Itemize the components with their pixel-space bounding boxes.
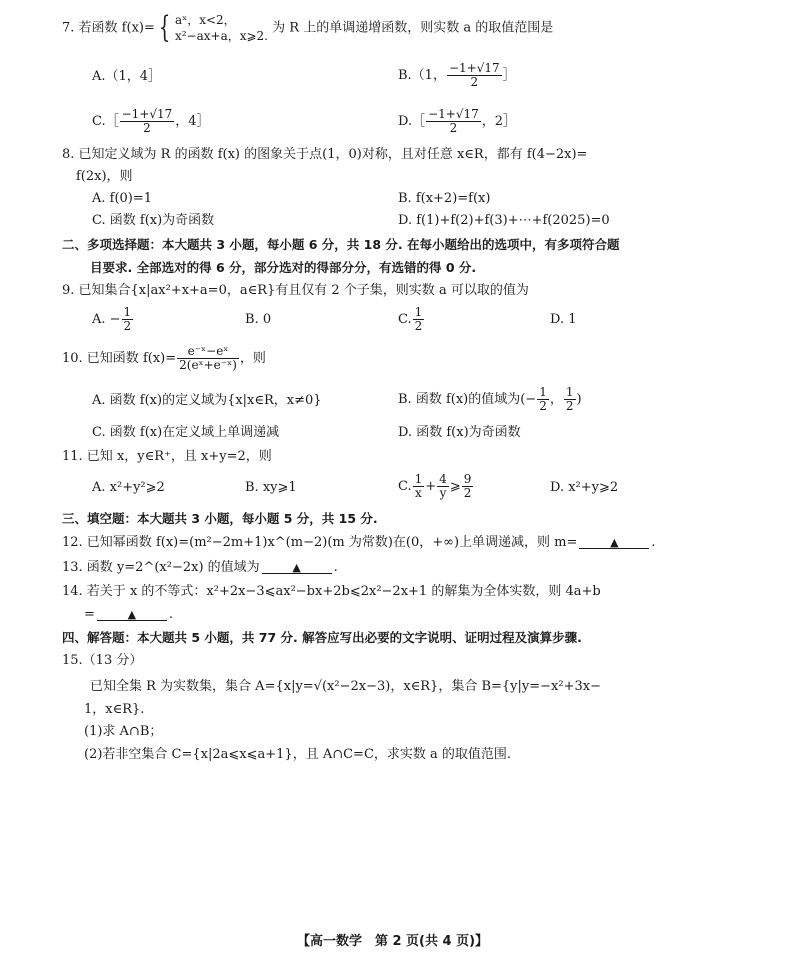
- q10-option-b: B. 函数 f(x)的值域为(− $\frac{1}{2}$ ， $\frac{1}{2}$ ): [398, 385, 582, 414]
- section3-heading: 三、填空题：本大题共 3 小题，每小题 5 分，共 15 分.: [62, 511, 378, 526]
- q7-option-c: C.［ $\frac{-1+√17}{2}$ ，4］: [92, 107, 210, 136]
- q8-stem-line1: 8. 已知定义域为 R 的函数 f(x) 的图象关于点(1，0)对称，且对任意 x∈R，都有 f(4−2x)=: [62, 147, 588, 162]
- q7-option-b: B.（1， $\frac{-1+√17}{2}$ ］: [398, 61, 516, 90]
- q11-option-a: A. x²+y²⩾2: [92, 480, 165, 495]
- q13-answer-blank[interactable]: ▲: [262, 562, 332, 574]
- q15-stem-line1: 已知全集 R 为实数集，集合 A={x|y=√(x²−2x−3)，x∈R}，集合 B={y|y=−x²+3x−: [90, 679, 601, 694]
- q7-option-a: A.（1，4］: [92, 69, 162, 84]
- q12-answer-blank[interactable]: ▲: [579, 537, 649, 549]
- q9-stem: 9. 已知集合{x|ax²+x+a=0，a∈R}有且仅有 2 个子集，则实数 a 可以取的值为: [62, 283, 529, 298]
- q11-option-d: D. x²+y⩾2: [550, 480, 619, 495]
- q8-option-d: D. f(1)+f(2)+f(3)+⋯+f(2025)=0: [398, 213, 610, 228]
- q14-answer-blank[interactable]: ▲: [97, 609, 167, 621]
- q15-part1: (1)求 A∩B；: [84, 724, 163, 739]
- q9-option-a: A. − $\frac{1}{2}$: [92, 305, 132, 334]
- piecewise-brace: {: [158, 10, 171, 46]
- section4-heading: 四、解答题：本大题共 5 小题，共 77 分. 解答应写出必要的文字说明、证明过程及演算步骤.: [62, 630, 582, 645]
- q8-option-c: C. 函数 f(x)为奇函数: [92, 213, 215, 228]
- q7-stem: 7. 若函数 f(x)= { aˣ，x<2， x²−ax+a，x⩾2. 为 R 上的单调递增函数，则实数 a 的取值范围是: [62, 10, 554, 46]
- q8-option-b: B. f(x+2)=f(x): [398, 191, 491, 206]
- q15-heading: 15.（13 分）: [62, 653, 143, 668]
- q10-option-d: D. 函数 f(x)为奇函数: [398, 425, 521, 440]
- q8-option-a: A. f(0)=1: [92, 191, 153, 206]
- q9-option-b: B. 0: [245, 312, 272, 327]
- q12-stem: 12. 已知幂函数 f(x)=(m²−2m+1)x^(m−2)(m 为常数)在(0，+∞)上单调递减，则 m= ▲ .: [62, 535, 656, 550]
- q14-stem-line1: 14. 若关于 x 的不等式：x²+2x−3⩽ax²−bx+2b⩽2x²−2x+1 的解集为全体实数，则 4a+b: [62, 584, 601, 599]
- q11-stem: 11. 已知 x，y∈R⁺，且 x+y=2，则: [62, 449, 272, 464]
- q7-piecewise: aˣ，x<2， x²−ax+a，x⩾2.: [174, 13, 268, 44]
- q11-option-b: B. xy⩾1: [245, 480, 297, 495]
- q11-option-c: C. $\frac{1}{x}$ + $\frac{4}{y}$ ⩾ $\frac{9}{2}$: [398, 472, 472, 501]
- q15-stem-line2: 1，x∈R}.: [84, 702, 145, 717]
- q14-stem-line2: = ▲ .: [84, 607, 174, 622]
- q9-option-c: C. $\frac{1}{2}$: [398, 305, 423, 334]
- q13-stem: 13. 函数 y=2^(x²−2x) 的值域为 ▲ .: [62, 560, 338, 575]
- q10-option-a: A. 函数 f(x)的定义域为{x|x∈R，x≠0}: [92, 393, 322, 408]
- q8-stem-line2: f(2x)，则: [76, 169, 133, 184]
- q9-option-d: D. 1: [550, 312, 577, 327]
- q15-part2: (2)若非空集合 C={x|2a⩽x⩽a+1}，且 A∩C=C，求实数 a 的取值范围.: [84, 747, 512, 762]
- q7-option-d: D.［ $\frac{-1+√17}{2}$ ，2］: [398, 107, 517, 136]
- q10-option-c: C. 函数 f(x)在定义域上单调递减: [92, 425, 280, 440]
- section2-heading-line2: 目要求. 全部选对的得 6 分，部分选对的得部分分，有选错的得 0 分.: [90, 260, 477, 275]
- q10-stem: 10. 已知函数 f(x)= $\frac{\text{e⁻ˣ−eˣ}}{\text{2(eˣ+e⁻ˣ)}}$ ，则: [62, 344, 266, 373]
- page-footer: 【高一数学 第 2 页(共 4 页)】: [296, 934, 489, 949]
- section2-heading-line1: 二、多项选择题：本大题共 3 小题，每小题 6 分，共 18 分. 在每小题给出的选项中，有多项符合题: [62, 237, 620, 252]
